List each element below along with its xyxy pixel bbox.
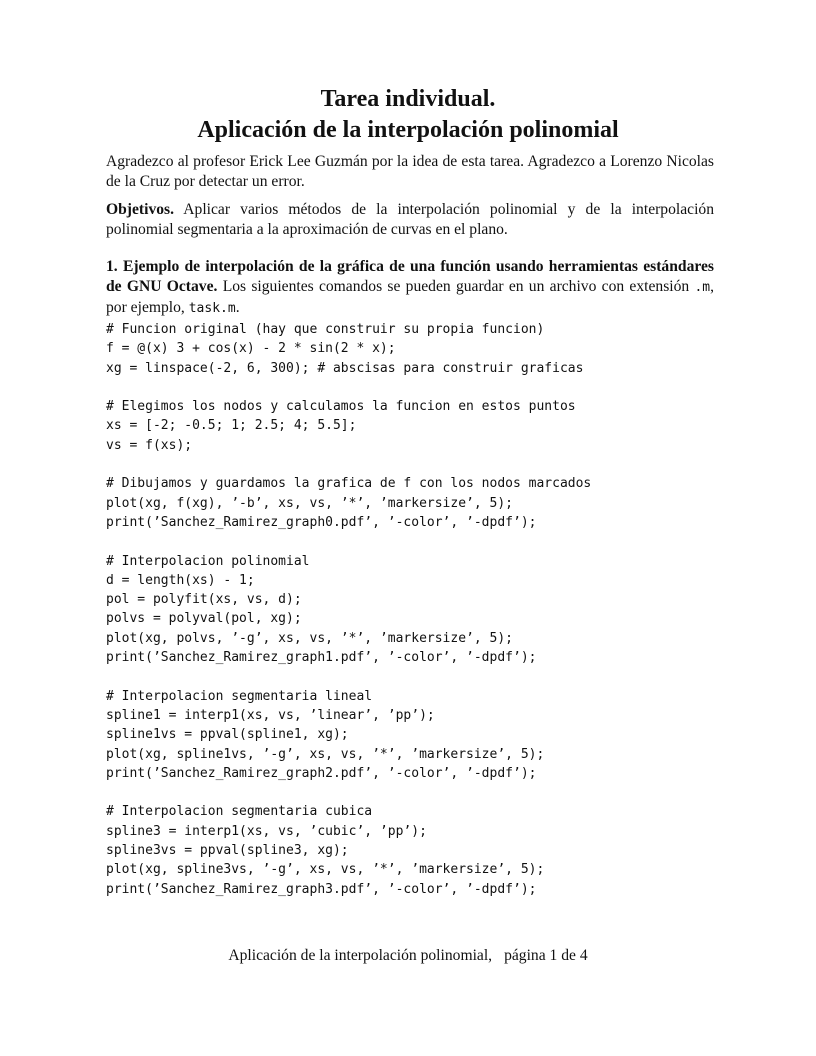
code-line: print(’Sanchez_Ramirez_graph2.pdf’, ’-color’, ’-dpdf’); [106, 765, 537, 781]
section-1-paragraph [106, 257, 714, 319]
code-line [106, 783, 746, 802]
title-line-2: Aplicación de la interpolación polinomial [197, 117, 619, 143]
code-line: vs = f(xs); [106, 437, 193, 453]
code-line [106, 455, 746, 474]
section-1-text-c: . [235, 299, 240, 316]
code-line: plot(xg, spline3vs, ’-g’, xs, vs, ’*’, ’markersize’, 5); [106, 862, 545, 878]
code-line: plot(xg, f(xg), ’-b’, xs, vs, ’*’, ’markersize’, 5); [106, 495, 513, 511]
code-line: print(’Sanchez_Ramirez_graph3.pdf’, ’-color’, ’-dpdf’); [106, 881, 537, 897]
title-line-1: Tarea individual. [320, 86, 496, 112]
code-line: f = @(x) 3 + cos(x) - 2 * sin(2 * x); [106, 341, 396, 357]
objectives-text: Aplicar varios métodos de la interpolación polinomial y de la interpolación polinomial segmentaria a la aproximación de curvas en el plano. [106, 201, 714, 238]
example-filename: task.m [188, 301, 236, 316]
code-line: plot(xg, polvs, ’-g’, xs, vs, ’*’, ’markersize’, 5); [106, 630, 513, 646]
section-1-heading: 1. Ejemplo de interpolación de la gráfica de una función usando herramientas estándares de GNU Octave. [106, 258, 714, 295]
code-line: plot(xg, spline1vs, ’-g’, xs, vs, ’*’, ’markersize’, 5); [106, 746, 545, 762]
code-line: # Interpolacion segmentaria cubica [106, 804, 373, 820]
code-line: # Interpolacion polinomial [106, 553, 310, 569]
code-line: spline3vs = ppval(spline3, xg); [106, 843, 349, 859]
acknowledgment-paragraph: Agradezco al profesor Erick Lee Guzmán por la idea de esta tarea. Agradezco a Lorenzo Nicolas de la Cruz por detectar un error. [106, 153, 714, 190]
code-line [106, 667, 746, 686]
code-line: # Dibujamos y guardamos la grafica de f con los nodos marcados [106, 476, 592, 492]
code-line: # Elegimos los nodos y calculamos la funcion en estos puntos [106, 399, 576, 415]
code-line: spline3 = interp1(xs, vs, ’cubic’, ’pp’); [106, 823, 427, 839]
code-line: print(’Sanchez_Ramirez_graph1.pdf’, ’-color’, ’-dpdf’); [106, 650, 537, 666]
code-line: xg = linspace(-2, 6, 300); # abscisas para construir graficas [106, 360, 584, 376]
code-line: pol = polyfit(xs, vs, d); [106, 592, 302, 608]
section-1-text-b: , por ejemplo, [106, 278, 715, 316]
code-line: spline1vs = ppval(spline1, xg); [106, 727, 349, 743]
code-line: # Interpolacion segmentaria lineal [106, 688, 373, 704]
code-line: spline1 = interp1(xs, vs, ’linear’, ’pp’); [106, 707, 435, 723]
code-line: # Funcion original (hay que construir su propia funcion) [106, 322, 545, 337]
code-line [106, 378, 746, 397]
footer-page-number: página 1 de 4 [504, 947, 588, 964]
objectives-paragraph [106, 200, 714, 240]
file-extension: .m [694, 280, 711, 295]
code-line: polvs = polyval(pol, xg); [106, 611, 302, 627]
section-1-text-a: Los siguientes comandos se pueden guardar en un archivo con extensión [222, 278, 690, 295]
code-line: xs = [-2; -0.5; 1; 2.5; 4; 5.5]; [106, 418, 357, 434]
code-line: d = length(xs) - 1; [106, 572, 255, 588]
code-block [106, 320, 746, 899]
code-line [106, 532, 746, 551]
objectives-label: Objetivos. [106, 201, 175, 218]
footer-title: Aplicación de la interpolación polinomial, [228, 947, 493, 964]
page-footer [0, 946, 816, 966]
code-line: print(’Sanchez_Ramirez_graph0.pdf’, ’-color’, ’-dpdf’); [106, 514, 537, 530]
